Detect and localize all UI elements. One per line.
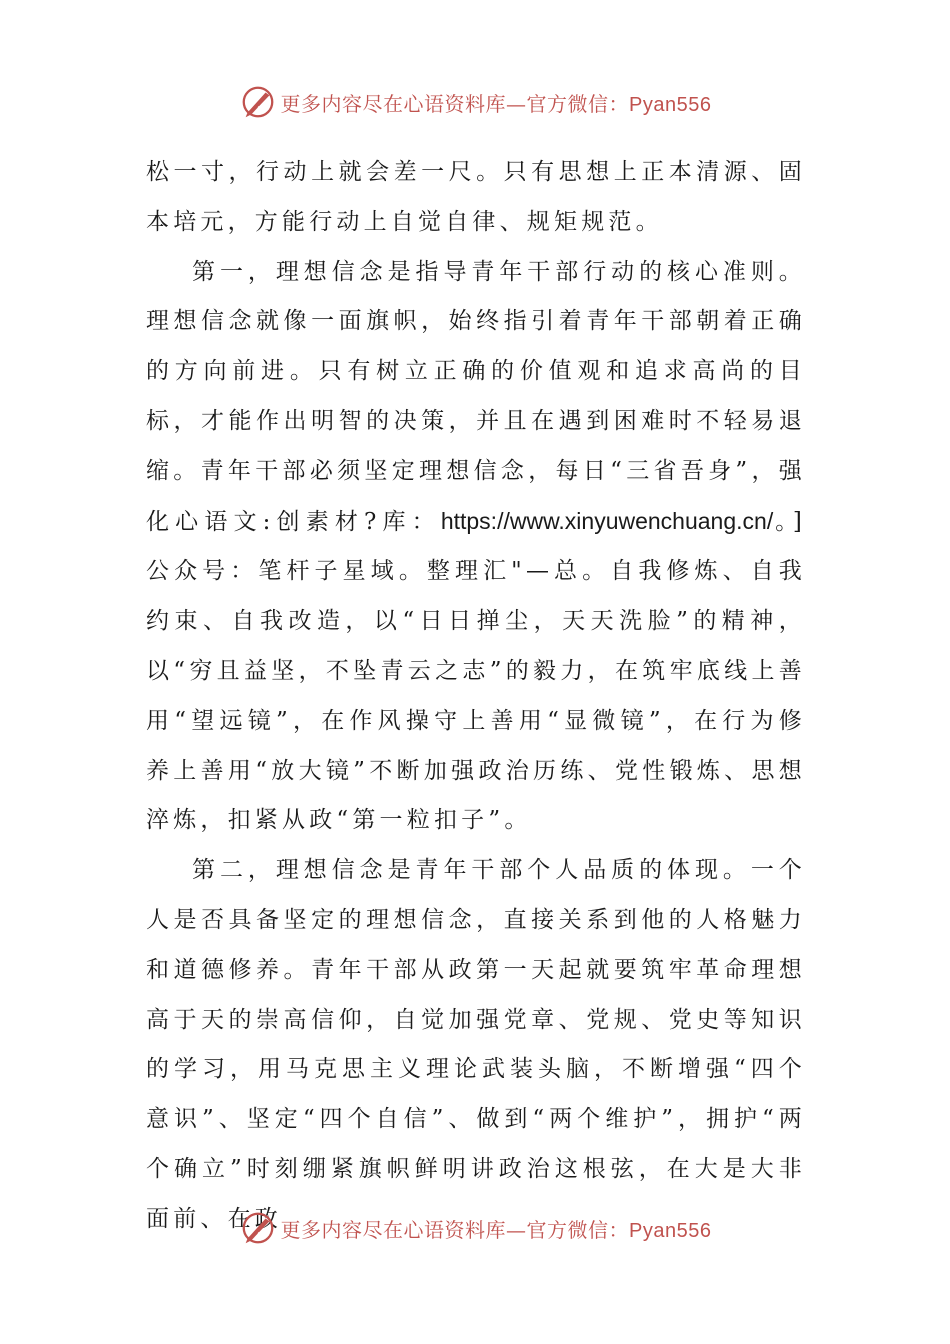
footer-banner-official: 官方微信：	[526, 1217, 630, 1242]
header-banner-official: 官方微信：	[526, 91, 630, 116]
paragraph-second-point: 第二，理想信念是青年干部个人品质的体现。一个人是否具备坚定的理想信念，直接关系到他的人格魅力和道德修养。青年干部从政第一天起就要筑牢革命理想高于天的崇高信仰，自觉加强党章、党规、党史等知识的学习，用马克思主义理论武装头脑，不断增强“四个意识”、坚定“四个自信”、做到“两个维护”，拥护“两个确立”时刻绷紧旗帜鲜明讲政治这根弦，在大是大非面前、在政	[146, 857, 806, 1232]
paragraph-first-point-text-a: 第一，理想信念是指导青年干部行动的核心准则。理想信念就像一面旗帜，始终指引着青年干部朝着正确的方向前进。只有树立正确的价值观和追求高尚的目标，才能作出明智的决策，并且在遇到困难时不轻易退缩。青年干部必须坚定理想信念，每日“三省吾身”，强化心语文:创素材?库：	[146, 258, 806, 535]
footer-banner	[0, 1208, 950, 1248]
header-banner-text	[281, 88, 712, 117]
document-body	[146, 148, 806, 1245]
pen-logo-icon	[239, 1209, 277, 1247]
header-banner-separator: —	[506, 91, 527, 116]
footer-banner-separator: —	[506, 1217, 527, 1242]
footer-banner-handle: Pyan556	[629, 1219, 712, 1242]
website-url: https://www.xinyuwenchuang.cn/	[440, 507, 774, 534]
footer-banner-title: 更多内容尽在心语资料库	[280, 1217, 507, 1242]
paragraph-continuation: 松一寸，行动上就会差一尺。只有思想上正本清源、固本培元，方能行动上自觉自律、规矩规范。	[146, 159, 806, 235]
footer-banner-text	[281, 1214, 712, 1243]
header-banner-title: 更多内容尽在心语资料库	[280, 91, 507, 116]
header-banner	[0, 82, 950, 122]
paragraph-first-point-text-b: 。]公众号：笔杆子星域。整理汇"—总。自我修炼、自我约束、自我改造，以“日日掸尘，天天洗脸”的精神，以“穷且益坚，不坠青云之志”的毅力，在筑牢底线上善用“望远镜”，在作风操守上善用“显微镜”，在行为修养上善用“放大镜”不断加强政治历练、党性锻炼、思想淬炼，扣紧从政“第一粒扣子”。	[146, 508, 807, 834]
paragraph-first-point	[146, 248, 806, 847]
header-banner-handle: Pyan556	[629, 93, 712, 116]
pen-logo-icon	[239, 83, 277, 121]
